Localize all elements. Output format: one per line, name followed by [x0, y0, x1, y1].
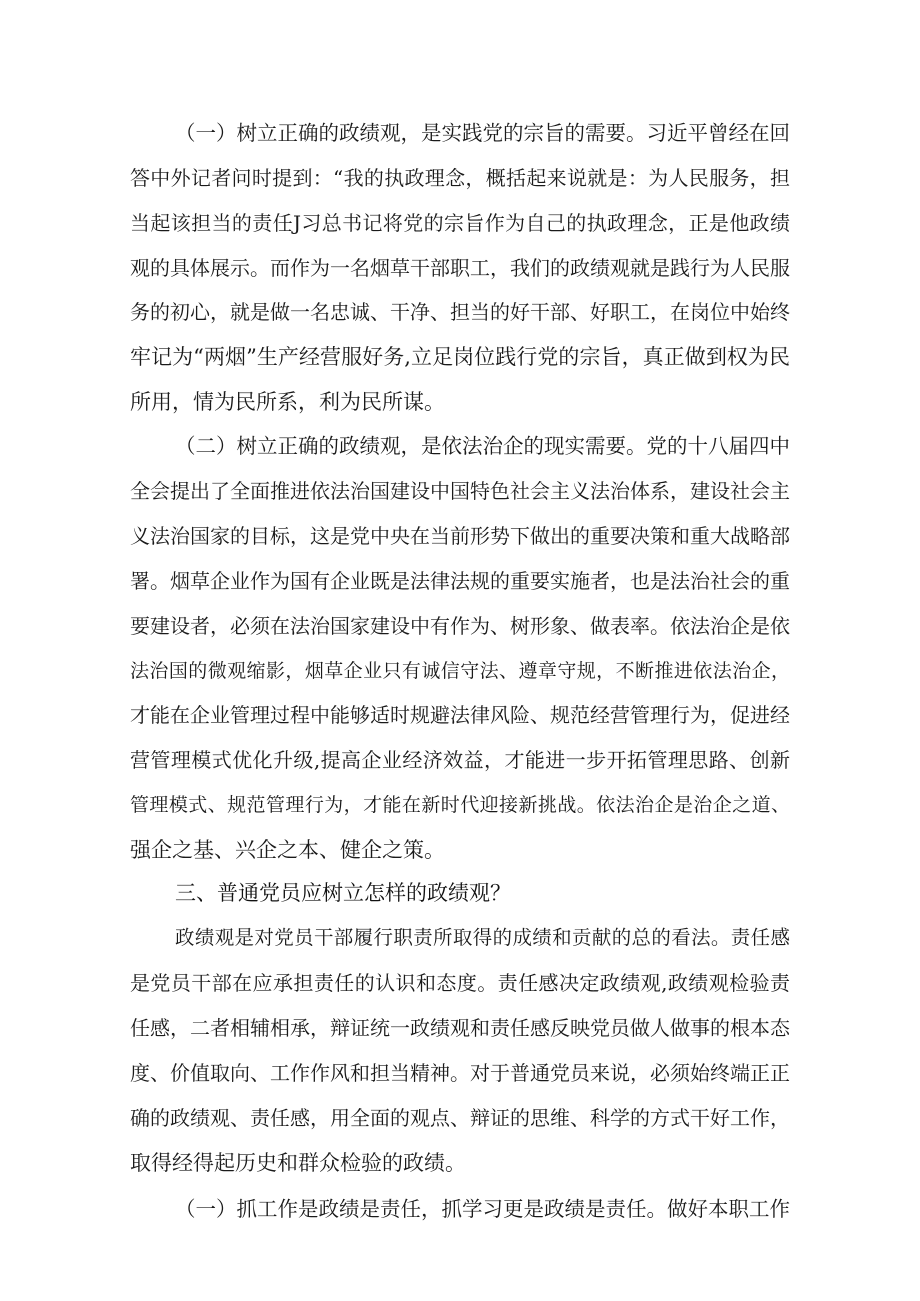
paragraph-2-line-1: （二）树立正确的政绩观，是依法治企的现实需要。党的十八届四中: [175, 434, 790, 458]
paragraph-2-line-9: 管理模式、规范管理行为，才能在新时代迎接新挑战。依法治企是治企之道、: [130, 794, 790, 816]
paragraph-2-line-5: 要建设者，必须在法治国家建设中有作为、树形象、做表率。依法治企是依: [130, 614, 790, 638]
paragraph-3-line-5: 确的政绩观、责任感，用全面的观点、辩证的思维、科学的方式干好工作，: [130, 1106, 790, 1130]
paragraph-3-line-2: 是党员干部在应承担责任的认识和态度。责任感决定政绩观,政绩观检验责: [130, 971, 790, 995]
paragraph-1-line-3: 当起该担当的责任J习总书记将党的宗旨作为自己的执政理念，正是他政绩: [130, 211, 790, 235]
paragraph-1-line-2: 答中外记者问时提到：“我的执政理念，概括起来说就是：为人民服务，担: [130, 166, 790, 190]
paragraph-3-line-3: 任感，二者相辅相承，辩证统一政绩观和责任感反映党员做人做事的根本态: [130, 1016, 790, 1040]
paragraph-1-line-6: 牢记为“两烟”生产经营服好务,立足岗位践行党的宗旨，真正做到权为民: [130, 345, 790, 369]
paragraph-4-line-1: （一）抓工作是政绩是责任，抓学习更是政绩是责任。做好本职工作: [175, 1197, 790, 1221]
section-heading: 三、普通党员应树立怎样的政绩观？: [175, 881, 511, 905]
paragraph-3-line-1: 政绩观是对党员干部履行职责所取得的成绩和贡献的总的看法。责任感: [175, 926, 790, 949]
paragraph-2-line-7: 才能在企业管理过程中能够适时规避法律风险、规范经营管理行为，促进经: [130, 703, 790, 727]
paragraph-3-line-4: 度、价值取向、工作作风和担当精神。对于普通党员来说，必须始终端正正: [130, 1061, 790, 1085]
paragraph-1-line-5: 务的初心，就是做一名忠诚、干净、担当的好干部、好职工，在岗位中始终: [130, 300, 790, 324]
paragraph-2-line-4: 署。烟草企业作为国有企业既是法律法规的重要实施者，也是法治社会的重: [130, 569, 790, 593]
paragraph-1-line-1: （一）树立正确的政绩观，是实践党的宗旨的需要。习近平曾经在回: [175, 121, 790, 145]
paragraph-1-line-7: 所用，情为民所系，利为民所谋。: [130, 390, 445, 414]
paragraph-2-line-8: 营管理模式优化升级,提高企业经济效益，才能进一步开拓管理思路、创新: [130, 748, 790, 772]
paragraph-2-line-6: 法治国的微观缩影，烟草企业只有诚信守法、遵章守规，不断推进依法治企，: [130, 660, 790, 682]
paragraph-2-line-2: 全会提出了全面推进依法治国建设中国特色社会主义法治体系，建设社会主: [130, 479, 790, 503]
paragraph-2-line-3: 义法治国家的目标，这是党中央在当前形势下做出的重要决策和重大战略部: [130, 524, 790, 548]
paragraph-3-line-6: 取得经得起历史和群众检验的政绩。: [130, 1151, 466, 1175]
paragraph-1-line-4: 观的具体展示。而作为一名烟草干部职工，我们的政绩观就是践行为人民服: [130, 256, 790, 280]
paragraph-2-line-10: 强企之基、兴企之本、健企之策。: [130, 838, 445, 862]
